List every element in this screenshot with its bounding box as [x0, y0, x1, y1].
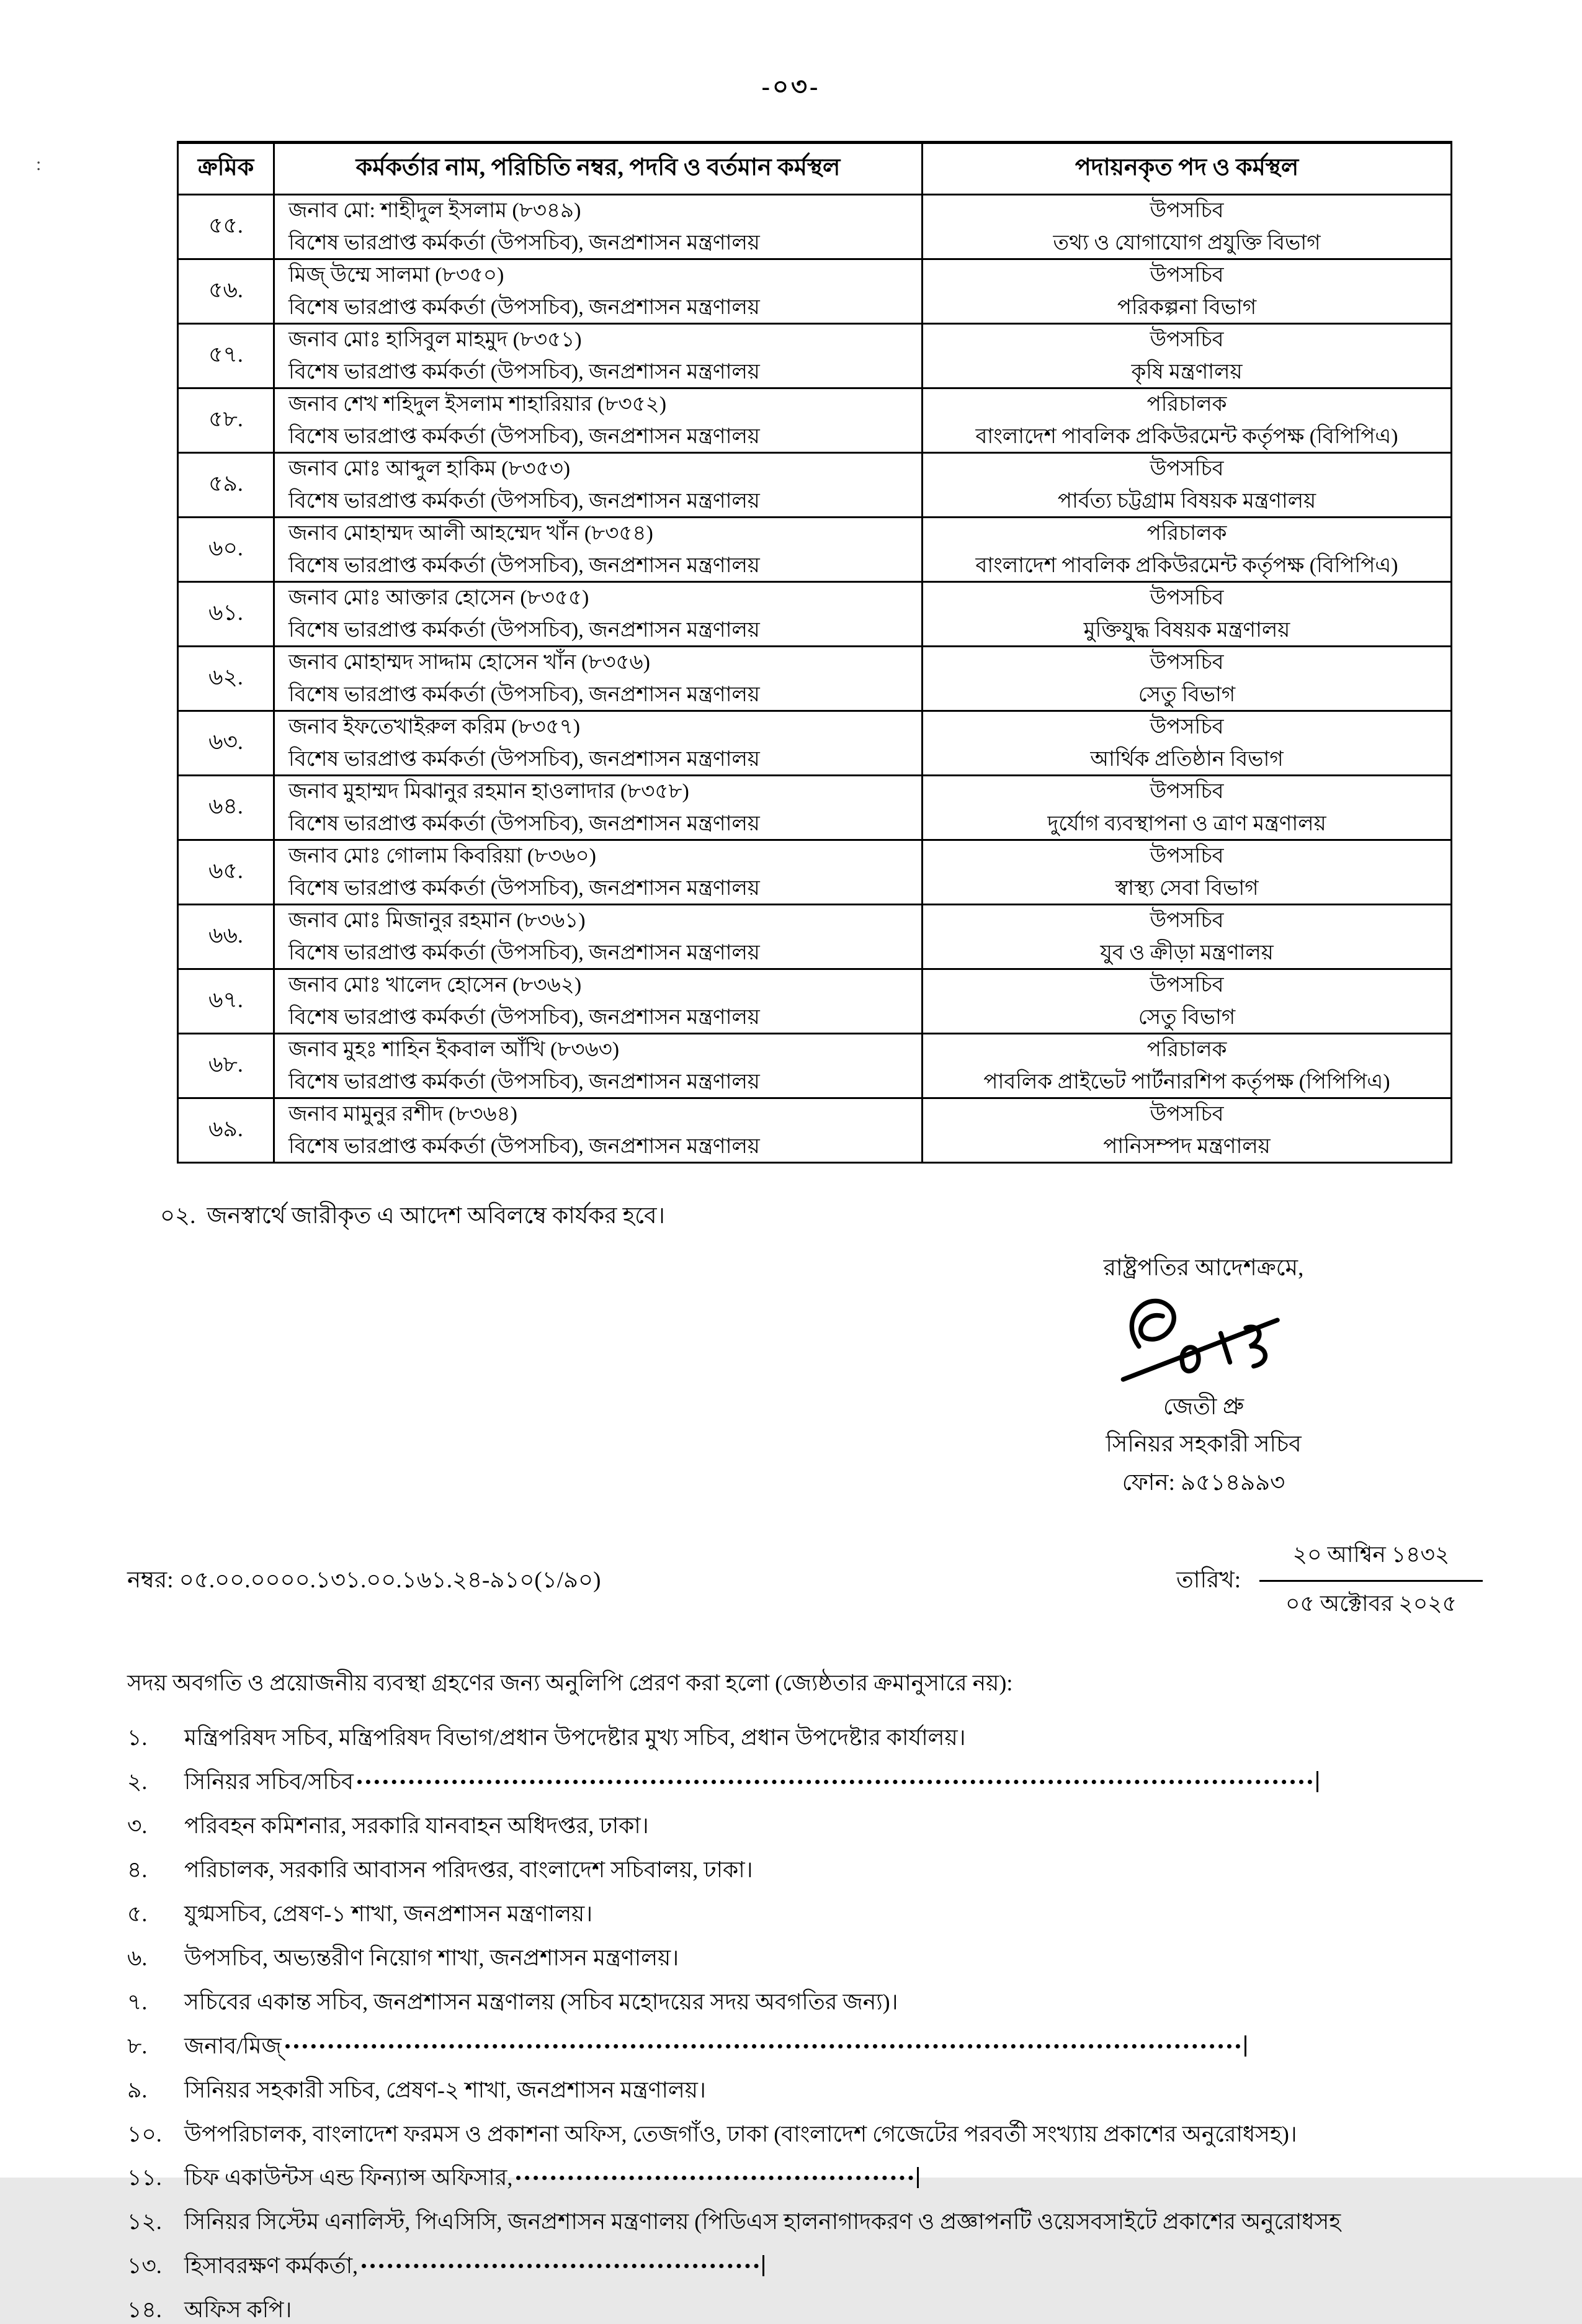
- copy-item-number: ৪.: [127, 1857, 148, 1883]
- officer-current-post: বিশেষ ভারপ্রাপ্ত কর্মকর্তা (উপসচিব), জনপ্রশাসন মন্ত্রণালয়: [288, 231, 760, 254]
- copy-list-item: [127, 2253, 1514, 2280]
- table-row: [178, 582, 1452, 647]
- officer-current-post: বিশেষ ভারপ্রাপ্ত কর্মকর্তা (উপসচিব), জনপ্রশাসন মন্ত্রণালয়: [288, 295, 760, 319]
- posting-designation: উপসচিব: [1150, 1103, 1224, 1126]
- copy-item-text: হিসাবরক্ষণ কর্মকর্তা,: [184, 2253, 359, 2279]
- posting-designation: উপসচিব: [1150, 845, 1224, 868]
- posting-office: স্বাস্থ্য সেবা বিভাগ: [1115, 876, 1259, 900]
- serial-cell: ৬৮.: [178, 1034, 274, 1098]
- copy-item-number: ৮.: [127, 2033, 148, 2058]
- date-label: তারিখ:: [1176, 1568, 1241, 1594]
- copy-item-number: ১০.: [127, 2121, 162, 2147]
- serial-cell: ৫৯.: [178, 453, 274, 518]
- officer-cell: [274, 969, 923, 1034]
- copy-item-text: জনাব/মিজ্‌: [184, 2033, 282, 2058]
- serial-cell: ৬১.: [178, 582, 274, 647]
- table-row: [178, 776, 1452, 840]
- posting-cell: [923, 388, 1452, 453]
- copy-list-item: [127, 2165, 1514, 2192]
- leader-end-tick: [762, 2255, 764, 2276]
- officer-current-post: বিশেষ ভারপ্রাপ্ত কর্মকর্তা (উপসচিব), জনপ্রশাসন মন্ত্রণালয়: [288, 489, 760, 513]
- table-row: [178, 969, 1452, 1034]
- table-row: [178, 647, 1452, 711]
- officer-cell: [274, 324, 923, 388]
- posting-office: মুক্তিযুদ্ধ বিষয়ক মন্ত্রণালয়: [1083, 618, 1290, 642]
- posting-office: বাংলাদেশ পাবলিক প্রকিউরমেন্ট কর্তৃপক্ষ (বিপিপিএ): [975, 424, 1398, 448]
- table-row: [178, 195, 1452, 259]
- officer-name: জনাব মোঃ আক্তার হোসেন (৮৩৫৫): [288, 586, 589, 609]
- posting-designation: পরিচালক: [1146, 1038, 1227, 1061]
- posting-office: কৃষি মন্ত্রণালয়: [1131, 360, 1243, 384]
- posting-cell: [923, 905, 1452, 969]
- posting-designation: উপসচিব: [1150, 264, 1224, 287]
- posting-office: বাংলাদেশ পাবলিক প্রকিউরমেন্ট কর্তৃপক্ষ (বিপিপিএ): [975, 554, 1398, 577]
- officer-current-post: বিশেষ ভারপ্রাপ্ত কর্মকর্তা (উপসচিব), জনপ্রশাসন মন্ত্রণালয়: [288, 941, 760, 964]
- copy-list-item: [127, 2077, 1514, 2104]
- officer-current-post: বিশেষ ভারপ্রাপ্ত কর্মকর্তা (উপসচিব), জনপ্রশাসন মন্ত্রণালয়: [288, 747, 760, 771]
- officer-name: জনাব মোঃ গোলাম কিবরিয়া (৮৩৬০): [288, 845, 596, 868]
- officer-name: জনাব মুহঃ শাহিন ইকবাল আঁখি (৮৩৬৩): [288, 1038, 620, 1061]
- posting-cell: [923, 1034, 1452, 1098]
- date-bangla: ২০ আশ্বিন ১৪৩২: [1292, 1542, 1450, 1568]
- officer-cell: [274, 388, 923, 453]
- officer-cell: [274, 518, 923, 582]
- signatory-name: জেতী প্রু: [1163, 1394, 1244, 1420]
- signature-block: [1011, 1254, 1396, 1498]
- posting-office: পানিসম্পদ মন্ত্রণালয়: [1103, 1134, 1271, 1158]
- copy-list-item: [127, 1725, 1514, 1752]
- serial-cell: ৫৭.: [178, 324, 274, 388]
- posting-designation: উপসচিব: [1150, 716, 1224, 738]
- officer-current-post: বিশেষ ভারপ্রাপ্ত কর্মকর্তা (উপসচিব), জনপ্রশাসন মন্ত্রণালয়: [288, 683, 760, 706]
- serial-cell: ৬২.: [178, 647, 274, 711]
- officer-current-post: বিশেষ ভারপ্রাপ্ত কর্মকর্তা (উপসচিব), জনপ্রশাসন মন্ত্রণালয়: [288, 618, 760, 642]
- copy-item-text: অফিস কপি।: [184, 2297, 292, 2323]
- copy-list-item: [127, 2033, 1514, 2060]
- officer-current-post: বিশেষ ভারপ্রাপ্ত কর্মকর্তা (উপসচিব), জনপ্রশাসন মন্ত্রণালয়: [288, 1005, 760, 1029]
- officer-cell: [274, 647, 923, 711]
- copy-list-item: [127, 1945, 1514, 1972]
- posting-office: সেতু বিভাগ: [1138, 1005, 1236, 1029]
- table-row: [178, 711, 1452, 776]
- copy-item-number: ৩.: [127, 1813, 148, 1839]
- copy-list-item: [127, 2297, 1514, 2324]
- copy-item-number: ১৪.: [127, 2297, 162, 2323]
- officer-current-post: বিশেষ ভারপ্রাপ্ত কর্মকর্তা (উপসচিব), জনপ্রশাসন মন্ত্রণালয়: [288, 360, 760, 384]
- copy-item-number: ২.: [127, 1769, 148, 1795]
- officer-cell: [274, 776, 923, 840]
- serial-cell: ৬৫.: [178, 840, 274, 905]
- copy-list-item: [127, 2121, 1514, 2148]
- copy-list: [127, 1725, 1514, 2324]
- posting-cell: [923, 582, 1452, 647]
- serial-cell: ৫৬.: [178, 259, 274, 324]
- posting-office: পরিকল্পনা বিভাগ: [1117, 295, 1257, 319]
- posting-cell: [923, 518, 1452, 582]
- dotted-leader: [357, 1774, 1313, 1784]
- copy-item-text: সচিবের একান্ত সচিব, জনপ্রশাসন মন্ত্রণালয় (সচিব মহোদয়ের সদয় অবগতির জন্য)।: [184, 1989, 898, 2014]
- serial-cell: ৬০.: [178, 518, 274, 582]
- table-row: [178, 1034, 1452, 1098]
- copy-item-number: ১১.: [127, 2165, 162, 2191]
- serial-cell: ৬৩.: [178, 711, 274, 776]
- officer-name: জনাব মোঃ মিজানুর রহমান (৮৩৬১): [288, 909, 586, 932]
- header-posting: পদায়নকৃত পদ ও কর্মস্থল: [923, 143, 1452, 195]
- posting-cell: [923, 969, 1452, 1034]
- date-divider: [1259, 1580, 1483, 1582]
- table-row: [178, 518, 1452, 582]
- posting-cell: [923, 324, 1452, 388]
- copy-intro: সদয় অবগতি ও প্রয়োজনীয় ব্যবস্থা গ্রহণের জন্য অনুলিপি প্রেরণ করা হলো (জ্যেষ্ঠতার ক্রমানুসারে নয়):: [127, 1671, 1013, 1696]
- officer-current-post: বিশেষ ভারপ্রাপ্ত কর্মকর্তা (উপসচিব), জনপ্রশাসন মন্ত্রণালয়: [288, 1070, 760, 1093]
- officer-name: জনাব মোহাম্মদ আলী আহম্মেদ খাঁন (৮৩৫৪): [288, 522, 653, 545]
- scan-artifact: :: [36, 154, 43, 174]
- copy-distribution: [127, 1666, 1514, 2324]
- posting-office: সেতু বিভাগ: [1138, 683, 1236, 706]
- posting-cell: [923, 840, 1452, 905]
- header-officer: কর্মকর্তার নাম, পরিচিতি নম্বর, পদবি ও বর্তমান কর্মস্থল: [274, 143, 923, 195]
- officer-cell: [274, 259, 923, 324]
- officer-name: জনাব মামুনুর রশীদ (৮৩৬৪): [288, 1103, 518, 1126]
- officers-table-body: [178, 195, 1452, 1163]
- posting-designation: উপসচিব: [1150, 586, 1224, 609]
- posting-designation: উপসচিব: [1150, 974, 1224, 997]
- table-row: [178, 324, 1452, 388]
- posting-designation: উপসচিব: [1150, 328, 1224, 351]
- officer-name: জনাব শেখ শহিদুল ইসলাম শাহারিয়ার (৮৩৫২): [288, 393, 667, 416]
- officer-cell: [274, 840, 923, 905]
- serial-cell: ৫৮.: [178, 388, 274, 453]
- memo-number-value: ০৫.০০.০০০০.১৩১.০০.১৬১.২৪-৯১০(১/৯০): [179, 1568, 601, 1594]
- header-serial: ক্রমিক: [178, 143, 274, 195]
- memo-number-label: নম্বর:: [127, 1568, 174, 1594]
- copy-item-text: মন্ত্রিপরিষদ সচিব, মন্ত্রিপরিষদ বিভাগ/প্রধান উপদেষ্টার মুখ্য সচিব, প্রধান উপদেষ্টার কার্যালয়।: [184, 1725, 966, 1751]
- serial-cell: ৫৫.: [178, 195, 274, 259]
- copy-item-text: পরিবহন কমিশনার, সরকারি যানবাহন অধিদপ্তর, ঢাকা।: [184, 1813, 649, 1839]
- copy-item-number: ৯.: [127, 2077, 148, 2102]
- copy-item-number: ১৩.: [127, 2253, 162, 2279]
- leader-end-tick: [1245, 2035, 1246, 2057]
- officer-name: জনাব মুহাম্মদ মিঝানুর রহমান হাওলাদার (৮৩৫৮): [288, 780, 689, 803]
- reference-row: [127, 1538, 1483, 1624]
- posting-designation: উপসচিব: [1150, 651, 1224, 674]
- date-block: [1176, 1538, 1483, 1624]
- officer-name: জনাব মোহাম্মদ সাদ্দাম হোসেন খাঁন (৮৩৫৬): [288, 651, 650, 674]
- officer-current-post: বিশেষ ভারপ্রাপ্ত কর্মকর্তা (উপসচিব), জনপ্রশাসন মন্ত্রণালয়: [288, 554, 760, 577]
- posting-designation: উপসচিব: [1150, 909, 1224, 932]
- copy-item-text: সিনিয়র সহকারী সচিব, প্রেষণ-২ শাখা, জনপ্রশাসন মন্ত্রণালয়।: [184, 2077, 706, 2102]
- copy-item-number: ১২.: [127, 2209, 162, 2235]
- date-fraction: [1259, 1538, 1483, 1624]
- posting-designation: উপসচিব: [1150, 199, 1224, 222]
- officers-table: [177, 141, 1452, 1164]
- copy-list-item: [127, 1901, 1514, 1928]
- copy-item-text: সিনিয়র সিস্টেম এনালিস্ট, পিএসিসি, জনপ্রশাসন মন্ত্রণালয় (পিডিএস হালনাগাদকরণ ও প্রজ্ঞাপনটি ওয়েসবসাইটে প্রকাশের অনুরোধসহ: [184, 2209, 1341, 2235]
- posting-office: আর্থিক প্রতিষ্ঠান বিভাগ: [1090, 747, 1284, 771]
- posting-cell: [923, 647, 1452, 711]
- date-gregorian: ০৫ অক্টোবর ২০২৫: [1285, 1591, 1457, 1617]
- copy-item-text: সিনিয়র সচিব/সচিব: [184, 1769, 354, 1795]
- table-row: [178, 259, 1452, 324]
- posting-cell: [923, 1098, 1452, 1163]
- copy-list-item: [127, 1813, 1514, 1840]
- officer-cell: [274, 453, 923, 518]
- officer-name: মিজ্‌ উম্মে সালমা (৮৩৫০): [288, 264, 504, 287]
- officer-cell: [274, 582, 923, 647]
- posting-office: পার্বত্য চট্টগ্রাম বিষয়ক মন্ত্রণালয়: [1057, 489, 1316, 513]
- posting-designation: উপসচিব: [1150, 780, 1224, 803]
- dotted-leader: [362, 2258, 759, 2268]
- copy-list-item: [127, 2209, 1514, 2236]
- page-number: -০৩-: [761, 73, 821, 101]
- table-row: [178, 1098, 1452, 1163]
- table-row: [178, 905, 1452, 969]
- officer-current-post: বিশেষ ভারপ্রাপ্ত কর্মকর্তা (উপসচিব), জনপ্রশাসন মন্ত্রণালয়: [288, 424, 760, 448]
- posting-cell: [923, 259, 1452, 324]
- serial-cell: ৬৪.: [178, 776, 274, 840]
- signatory-designation: সিনিয়র সহকারী সচিব: [1106, 1432, 1302, 1458]
- copy-item-text: উপপরিচালক, বাংলাদেশ ফরমস ও প্রকাশনা অফিস, তেজগাঁও, ঢাকা (বাংলাদেশ গেজেটের পরবর্তী সংখ্যায় প্রকাশের অনুরোধসহ)।: [184, 2121, 1297, 2147]
- copy-item-number: ১.: [127, 1725, 148, 1751]
- posting-office: তথ্য ও যোগাযোগ প্রযুক্তি বিভাগ: [1053, 231, 1321, 254]
- officer-cell: [274, 711, 923, 776]
- order-by-line: রাষ্ট্রপতির আদেশক্রমে,: [1103, 1255, 1304, 1281]
- copy-list-item: [127, 1769, 1514, 1796]
- copy-item-text: যুগ্মসচিব, প্রেষণ-১ শাখা, জনপ্রশাসন মন্ত্রণালয়।: [184, 1901, 593, 1926]
- posting-cell: [923, 195, 1452, 259]
- copy-list-item: [127, 1857, 1514, 1884]
- dotted-leader: [285, 2038, 1241, 2048]
- copy-item-text: চিফ একাউন্টস এন্ড ফিন্যান্স অফিসার,: [184, 2165, 513, 2191]
- officer-cell: [274, 1034, 923, 1098]
- order-effective-note: [160, 1197, 1508, 1236]
- officer-cell: [274, 1098, 923, 1163]
- table-header-row: [178, 143, 1452, 195]
- officer-current-post: বিশেষ ভারপ্রাপ্ত কর্মকর্তা (উপসচিব), জনপ্রশাসন মন্ত্রণালয়: [288, 1134, 760, 1158]
- para-text: জনস্বার্থে জারীকৃত এ আদেশ অবিলম্বে কার্যকর হবে।: [207, 1203, 665, 1229]
- leader-end-tick: [1316, 1771, 1318, 1792]
- officer-cell: [274, 195, 923, 259]
- posting-designation: পরিচালক: [1146, 522, 1227, 545]
- copy-list-item: [127, 1989, 1514, 2016]
- posting-cell: [923, 453, 1452, 518]
- copy-item-text: পরিচালক, সরকারি আবাসন পরিদপ্তর, বাংলাদেশ সচিবালয়, ঢাকা।: [184, 1857, 753, 1883]
- officer-name: জনাব মোঃ খালেদ হোসেন (৮৩৬২): [288, 974, 582, 997]
- dotted-leader: [516, 2169, 913, 2180]
- officer-name: জনাব মোঃ আব্দুল হাকিম (৮৩৫৩): [288, 457, 571, 480]
- posting-office: দুর্যোগ ব্যবস্থাপনা ও ত্রাণ মন্ত্রণালয়: [1047, 812, 1326, 835]
- officer-name: জনাব মোঃ হাসিবুল মাহমুদ (৮৩৫১): [288, 328, 582, 351]
- posting-office: যুব ও ক্রীড়া মন্ত্রণালয়: [1100, 941, 1274, 964]
- copy-item-text: উপসচিব, অভ্যন্তরীণ নিয়োগ শাখা, জনপ্রশাসন মন্ত্রণালয়।: [184, 1945, 679, 1970]
- serial-cell: ৬৯.: [178, 1098, 274, 1163]
- posting-designation: উপসচিব: [1150, 457, 1224, 480]
- memo-number: [127, 1561, 601, 1600]
- officer-cell: [274, 905, 923, 969]
- copy-item-number: ৫.: [127, 1901, 148, 1926]
- officer-current-post: বিশেষ ভারপ্রাপ্ত কর্মকর্তা (উপসচিব), জনপ্রশাসন মন্ত্রণালয়: [288, 876, 760, 900]
- serial-cell: ৬৬.: [178, 905, 274, 969]
- table-row: [178, 453, 1452, 518]
- table-row: [178, 840, 1452, 905]
- posting-cell: [923, 711, 1452, 776]
- posting-designation: পরিচালক: [1146, 393, 1227, 416]
- para-number: ০২.: [160, 1203, 196, 1229]
- officer-current-post: বিশেষ ভারপ্রাপ্ত কর্মকর্তা (উপসচিব), জনপ্রশাসন মন্ত্রণালয়: [288, 812, 760, 835]
- signatory-phone: ফোন: ৯৫১৪৯৯৩: [1122, 1470, 1285, 1496]
- posting-office: পাবলিক প্রাইভেট পার্টনারশিপ কর্তৃপক্ষ (পিপিপিএ): [983, 1070, 1390, 1093]
- table-row: [178, 388, 1452, 453]
- serial-cell: ৬৭.: [178, 969, 274, 1034]
- copy-item-number: ৬.: [127, 1945, 148, 1970]
- leader-end-tick: [917, 2167, 919, 2188]
- posting-cell: [923, 776, 1452, 840]
- officer-name: জনাব ইফতেখাইরুল করিম (৮৩৫৭): [288, 716, 581, 738]
- copy-item-number: ৭.: [127, 1989, 148, 2014]
- officer-name: জনাব মো: শাহীদুল ইসলাম (৮৩৪৯): [288, 199, 581, 222]
- signature-scribble: [1098, 1286, 1309, 1391]
